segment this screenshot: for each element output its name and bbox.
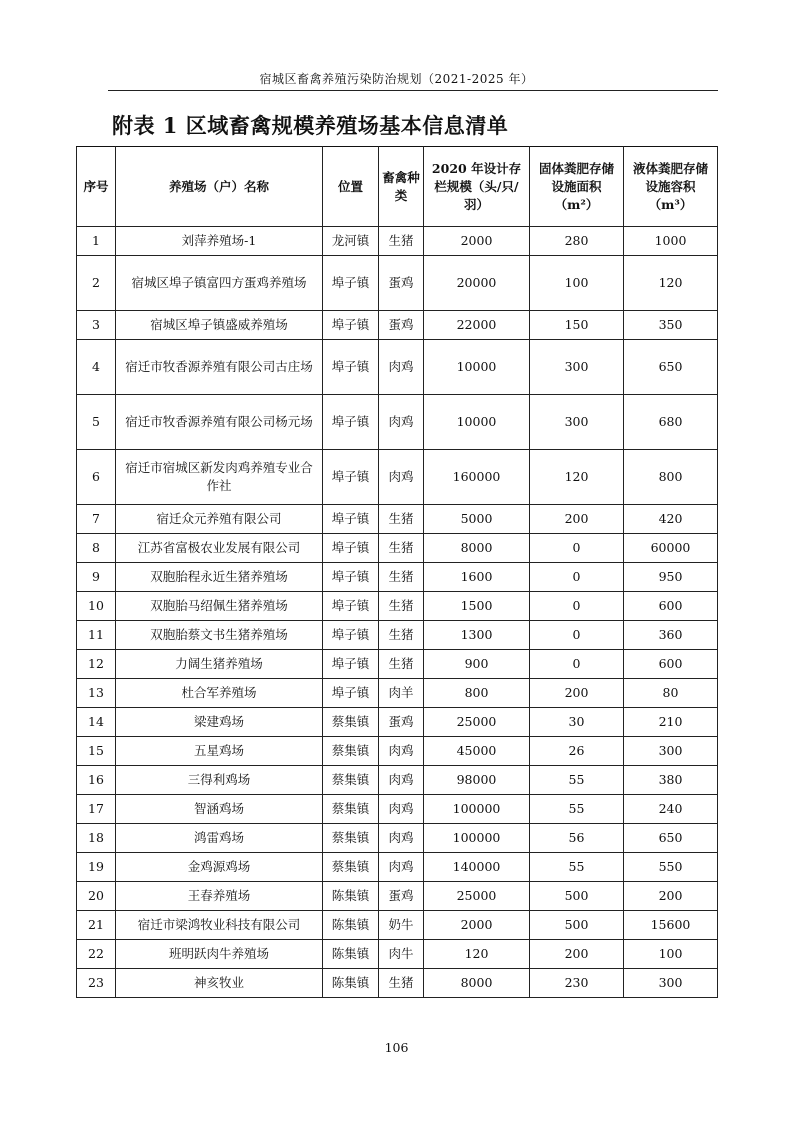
cell-no: 10 (77, 592, 116, 621)
cell-scale: 2000 (424, 911, 530, 940)
cell-name: 五星鸡场 (116, 737, 323, 766)
cell-location: 埠子镇 (323, 311, 379, 340)
cell-type: 肉鸡 (379, 766, 424, 795)
cell-type: 生猪 (379, 969, 424, 998)
cell-location: 蔡集镇 (323, 708, 379, 737)
table-row (77, 534, 718, 563)
cell-name: 宿城区埠子镇富四方蛋鸡养殖场 (116, 256, 323, 311)
cell-liquid-storage: 210 (624, 708, 718, 737)
cell-scale: 100000 (424, 824, 530, 853)
cell-name: 杜合军养殖场 (116, 679, 323, 708)
table-row (77, 563, 718, 592)
cell-solid-storage: 100 (530, 256, 624, 311)
cell-location: 陈集镇 (323, 940, 379, 969)
cell-solid-storage: 500 (530, 911, 624, 940)
cell-no: 7 (77, 505, 116, 534)
cell-scale: 800 (424, 679, 530, 708)
cell-scale: 1600 (424, 563, 530, 592)
cell-location: 蔡集镇 (323, 766, 379, 795)
cell-liquid-storage: 550 (624, 853, 718, 882)
cell-scale: 10000 (424, 340, 530, 395)
cell-solid-storage: 120 (530, 450, 624, 505)
cell-type: 肉羊 (379, 679, 424, 708)
cell-type: 肉鸡 (379, 824, 424, 853)
table-row (77, 969, 718, 998)
table-row (77, 450, 718, 505)
cell-solid-storage: 200 (530, 679, 624, 708)
cell-location: 蔡集镇 (323, 737, 379, 766)
cell-name: 宿迁市牧香源养殖有限公司杨元场 (116, 395, 323, 450)
cell-no: 14 (77, 708, 116, 737)
cell-solid-storage: 300 (530, 395, 624, 450)
cell-location: 埠子镇 (323, 679, 379, 708)
table-row (77, 592, 718, 621)
cell-solid-storage: 55 (530, 795, 624, 824)
cell-scale: 140000 (424, 853, 530, 882)
cell-no: 11 (77, 621, 116, 650)
cell-scale: 120 (424, 940, 530, 969)
table-row (77, 853, 718, 882)
table-row (77, 766, 718, 795)
cell-name: 刘萍养殖场-1 (116, 227, 323, 256)
cell-scale: 1500 (424, 592, 530, 621)
cell-location: 埠子镇 (323, 505, 379, 534)
cell-location: 蔡集镇 (323, 795, 379, 824)
cell-no: 13 (77, 679, 116, 708)
cell-solid-storage: 0 (530, 621, 624, 650)
table-row (77, 505, 718, 534)
cell-liquid-storage: 1000 (624, 227, 718, 256)
cell-liquid-storage: 650 (624, 824, 718, 853)
cell-solid-storage: 30 (530, 708, 624, 737)
cell-name: 金鸡源鸡场 (116, 853, 323, 882)
cell-no: 4 (77, 340, 116, 395)
cell-location: 埠子镇 (323, 450, 379, 505)
cell-no: 16 (77, 766, 116, 795)
running-header: 宿城区畜禽养殖污染防治规划（2021-2025 年） (259, 72, 534, 86)
cell-scale: 25000 (424, 708, 530, 737)
cell-location: 埠子镇 (323, 592, 379, 621)
col-header-solid-storage: 固体粪肥存储设施面积（m²） (530, 147, 624, 227)
cell-solid-storage: 280 (530, 227, 624, 256)
cell-type: 奶牛 (379, 911, 424, 940)
col-header-name: 养殖场（户）名称 (116, 147, 323, 227)
cell-scale: 2000 (424, 227, 530, 256)
table-row (77, 311, 718, 340)
cell-solid-storage: 0 (530, 563, 624, 592)
cell-location: 埠子镇 (323, 534, 379, 563)
cell-no: 19 (77, 853, 116, 882)
header-divider (108, 90, 718, 91)
cell-name: 三得利鸡场 (116, 766, 323, 795)
cell-type: 生猪 (379, 227, 424, 256)
table-row (77, 882, 718, 911)
cell-scale: 1300 (424, 621, 530, 650)
table-row (77, 911, 718, 940)
cell-scale: 8000 (424, 534, 530, 563)
cell-liquid-storage: 15600 (624, 911, 718, 940)
cell-location: 埠子镇 (323, 563, 379, 592)
cell-type: 肉鸡 (379, 853, 424, 882)
cell-name: 双胞胎马绍佩生猪养殖场 (116, 592, 323, 621)
cell-liquid-storage: 950 (624, 563, 718, 592)
table-row (77, 650, 718, 679)
cell-name: 力阔生猪养殖场 (116, 650, 323, 679)
cell-scale: 45000 (424, 737, 530, 766)
table-row (77, 824, 718, 853)
cell-liquid-storage: 420 (624, 505, 718, 534)
table-body (77, 227, 718, 998)
cell-type: 生猪 (379, 621, 424, 650)
cell-name: 梁建鸡场 (116, 708, 323, 737)
cell-no: 2 (77, 256, 116, 311)
cell-liquid-storage: 680 (624, 395, 718, 450)
cell-location: 陈集镇 (323, 911, 379, 940)
col-header-type: 畜禽种类 (379, 147, 424, 227)
cell-no: 17 (77, 795, 116, 824)
cell-no: 6 (77, 450, 116, 505)
table-row (77, 737, 718, 766)
cell-name: 王春养殖场 (116, 882, 323, 911)
cell-scale: 20000 (424, 256, 530, 311)
col-header-no: 序号 (77, 147, 116, 227)
cell-name: 双胞胎蔡文书生猪养殖场 (116, 621, 323, 650)
cell-type: 肉鸡 (379, 737, 424, 766)
cell-no: 20 (77, 882, 116, 911)
cell-liquid-storage: 600 (624, 650, 718, 679)
cell-liquid-storage: 80 (624, 679, 718, 708)
cell-location: 埠子镇 (323, 340, 379, 395)
cell-type: 生猪 (379, 563, 424, 592)
cell-solid-storage: 500 (530, 882, 624, 911)
cell-type: 蛋鸡 (379, 256, 424, 311)
cell-solid-storage: 150 (530, 311, 624, 340)
cell-liquid-storage: 120 (624, 256, 718, 311)
col-header-location: 位置 (323, 147, 379, 227)
cell-scale: 10000 (424, 395, 530, 450)
cell-type: 生猪 (379, 505, 424, 534)
cell-scale: 900 (424, 650, 530, 679)
col-header-liquid-storage: 液体粪肥存储设施容积（m³） (624, 147, 718, 227)
cell-location: 龙河镇 (323, 227, 379, 256)
cell-location: 蔡集镇 (323, 853, 379, 882)
cell-no: 12 (77, 650, 116, 679)
cell-type: 肉鸡 (379, 395, 424, 450)
cell-location: 陈集镇 (323, 882, 379, 911)
cell-solid-storage: 0 (530, 592, 624, 621)
cell-scale: 100000 (424, 795, 530, 824)
cell-liquid-storage: 600 (624, 592, 718, 621)
cell-solid-storage: 0 (530, 534, 624, 563)
cell-no: 1 (77, 227, 116, 256)
cell-name: 宿城区埠子镇盛威养殖场 (116, 311, 323, 340)
cell-location: 埠子镇 (323, 621, 379, 650)
table-row (77, 708, 718, 737)
cell-liquid-storage: 350 (624, 311, 718, 340)
cell-liquid-storage: 300 (624, 969, 718, 998)
cell-type: 蛋鸡 (379, 708, 424, 737)
cell-no: 22 (77, 940, 116, 969)
cell-liquid-storage: 100 (624, 940, 718, 969)
cell-name: 江苏省富极农业发展有限公司 (116, 534, 323, 563)
table-row (77, 621, 718, 650)
cell-location: 埠子镇 (323, 650, 379, 679)
cell-no: 5 (77, 395, 116, 450)
cell-no: 3 (77, 311, 116, 340)
table-row (77, 256, 718, 311)
cell-solid-storage: 200 (530, 505, 624, 534)
cell-type: 肉鸡 (379, 450, 424, 505)
cell-solid-storage: 300 (530, 340, 624, 395)
cell-type: 肉牛 (379, 940, 424, 969)
cell-liquid-storage: 380 (624, 766, 718, 795)
cell-no: 8 (77, 534, 116, 563)
cell-type: 生猪 (379, 650, 424, 679)
cell-no: 18 (77, 824, 116, 853)
cell-scale: 22000 (424, 311, 530, 340)
cell-name: 宿迁众元养殖有限公司 (116, 505, 323, 534)
cell-solid-storage: 230 (530, 969, 624, 998)
cell-type: 肉鸡 (379, 795, 424, 824)
cell-scale: 25000 (424, 882, 530, 911)
cell-liquid-storage: 360 (624, 621, 718, 650)
cell-no: 9 (77, 563, 116, 592)
cell-liquid-storage: 650 (624, 340, 718, 395)
cell-solid-storage: 26 (530, 737, 624, 766)
cell-name: 神亥牧业 (116, 969, 323, 998)
cell-type: 蛋鸡 (379, 882, 424, 911)
cell-no: 23 (77, 969, 116, 998)
cell-name: 宿迁市牧香源养殖有限公司古庄场 (116, 340, 323, 395)
cell-scale: 160000 (424, 450, 530, 505)
col-header-scale: 2020 年设计存栏规模（头/只/羽） (424, 147, 530, 227)
page-number: 106 (384, 1040, 409, 1055)
table-row (77, 395, 718, 450)
cell-type: 蛋鸡 (379, 311, 424, 340)
cell-name: 宿迁市梁鸿牧业科技有限公司 (116, 911, 323, 940)
table-row (77, 940, 718, 969)
cell-location: 埠子镇 (323, 395, 379, 450)
cell-liquid-storage: 200 (624, 882, 718, 911)
cell-type: 生猪 (379, 534, 424, 563)
cell-name: 宿迁市宿城区新发肉鸡养殖专业合作社 (116, 450, 323, 505)
cell-solid-storage: 56 (530, 824, 624, 853)
cell-name: 智涵鸡场 (116, 795, 323, 824)
cell-location: 蔡集镇 (323, 824, 379, 853)
cell-solid-storage: 55 (530, 766, 624, 795)
cell-scale: 98000 (424, 766, 530, 795)
cell-location: 陈集镇 (323, 969, 379, 998)
table-row (77, 795, 718, 824)
table-row (77, 679, 718, 708)
cell-location: 埠子镇 (323, 256, 379, 311)
cell-name: 双胞胎程永近生猪养殖场 (116, 563, 323, 592)
cell-liquid-storage: 800 (624, 450, 718, 505)
page-title: 附表 1 区域畜禽规模养殖场基本信息清单 (112, 113, 509, 138)
table-row (77, 340, 718, 395)
table-header-row (77, 147, 718, 227)
cell-name: 鸿雷鸡场 (116, 824, 323, 853)
table-row (77, 227, 718, 256)
cell-solid-storage: 55 (530, 853, 624, 882)
cell-liquid-storage: 240 (624, 795, 718, 824)
cell-solid-storage: 200 (530, 940, 624, 969)
cell-no: 15 (77, 737, 116, 766)
farm-info-table (76, 146, 718, 998)
cell-solid-storage: 0 (530, 650, 624, 679)
cell-scale: 8000 (424, 969, 530, 998)
cell-name: 班明跃肉牛养殖场 (116, 940, 323, 969)
cell-type: 肉鸡 (379, 340, 424, 395)
cell-liquid-storage: 60000 (624, 534, 718, 563)
cell-type: 生猪 (379, 592, 424, 621)
cell-liquid-storage: 300 (624, 737, 718, 766)
cell-scale: 5000 (424, 505, 530, 534)
cell-no: 21 (77, 911, 116, 940)
